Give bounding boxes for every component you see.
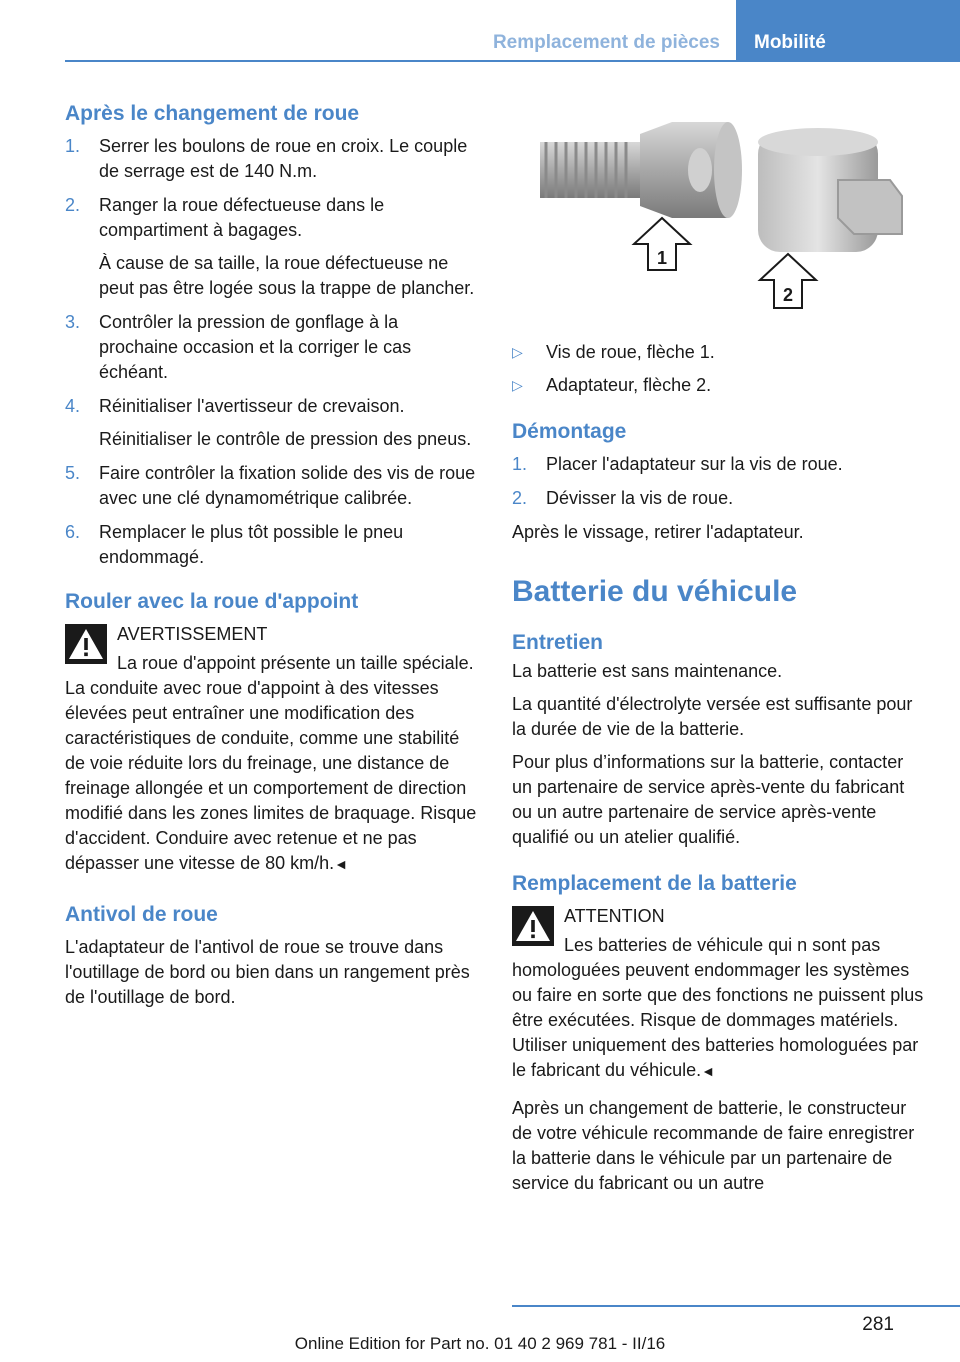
warning-block-batterie: [512, 904, 927, 1084]
step-number: 1.: [65, 136, 81, 156]
step-number: 2.: [512, 488, 528, 508]
step-note: Réinitialiser le contrôle de pression des pneus.: [99, 429, 472, 449]
step-text: Placer l'adaptateur sur la vis de roue.: [546, 454, 843, 474]
step-text: Remplacer le plus tôt possible le pneu endommagé.: [99, 522, 404, 567]
step-number: 3.: [65, 312, 81, 332]
warning-triangle-icon: [65, 624, 107, 664]
adapter-shape: [758, 128, 902, 252]
step-number: 4.: [65, 396, 81, 416]
arrow-label-2: 2: [782, 285, 794, 305]
step-number: 2.: [65, 195, 81, 215]
step-number: 6.: [65, 522, 81, 542]
list-item: [512, 486, 927, 511]
steps-apres-changement: [65, 134, 480, 570]
heading-apres-changement: Après le changement de roue: [65, 102, 360, 125]
warning-block-appoint: [65, 622, 480, 877]
heading-remplacement-batterie: Remplacement de la batterie: [512, 872, 797, 895]
entretien-p3: Pour plus d’informations sur la batterie, contacter un partenaire de service après-vente du fabricant ou un autre partenaire de service après-vente qualifié ou un atelier qualifié.: [512, 752, 905, 847]
bolt-shape: [540, 122, 742, 218]
header-section-title: Remplacement de pièces: [492, 32, 720, 53]
wheel-bolt-adapter-figure: [512, 120, 927, 320]
warning-triangle-icon: [512, 906, 554, 946]
list-item: [65, 193, 480, 301]
heading-batterie: Batterie du véhicule: [512, 575, 798, 608]
arrow-label-1: 1: [656, 248, 668, 268]
steps-demontage: [512, 452, 927, 511]
step-note: À cause de sa taille, la roue défectueuse ne peut pas être logée sous la trappe de plancher.: [99, 253, 475, 298]
footer-rule: [512, 1305, 960, 1307]
warning-title: ATTENTION: [564, 906, 665, 926]
step-text: Réinitialiser l'avertisseur de crevaison.: [99, 396, 405, 416]
antivol-text: L'adaptateur de l'antivol de roue se trouve dans l'outillage de bord ou bien dans un rangement près de l'outillage de bord.: [65, 937, 470, 1007]
heading-roue-appoint: Rouler avec la roue d'appoint: [65, 590, 359, 613]
entretien-p2: La quantité d'électrolyte versée est suffisante pour la durée de vie de la batterie.: [512, 694, 913, 739]
end-mark: ◄: [334, 856, 349, 872]
legend-text: Adaptateur, flèche 2.: [546, 375, 712, 395]
bullet-triangle-icon: ▷: [512, 377, 523, 393]
left-column: [65, 100, 480, 1018]
step-text: Faire contrôler la fixation solide des vis de roue avec une clé dynamométrique calibrée.: [99, 463, 476, 508]
list-item: [512, 452, 927, 477]
step-number: 5.: [65, 463, 81, 483]
list-item: [65, 310, 480, 385]
entretien-p1: La batterie est sans maintenance.: [512, 661, 783, 681]
list-item: [65, 461, 480, 511]
heading-demontage: Démontage: [512, 420, 627, 443]
header-rule: [65, 60, 960, 62]
step-text: Contrôler la pression de gonflage à la prochaine occasion et la corriger le cas échéant.: [99, 312, 412, 382]
list-item: [65, 134, 480, 184]
step-text: Dévisser la vis de roue.: [546, 488, 734, 508]
step-number: 1.: [512, 454, 528, 474]
list-item: [65, 394, 480, 452]
bullet-triangle-icon: ▷: [512, 344, 523, 360]
warning-text: La roue d'appoint présente un taille spéciale. La conduite avec roue d'appoint à des vitesses élevées peut entraîner une modification des caractéristiques de conduite, comme une stabilité de voie réduite lors du freinage, une distance de freinage allongée et un comportement de direction modifié dans les zones limites de braquage. Risque d'accident. Conduire avec retenue et ne pas dépasser une vitesse de 80 km/h.: [65, 653, 477, 873]
list-item: [512, 340, 927, 365]
heading-entretien: Entretien: [512, 631, 604, 654]
figure-legend: [512, 340, 927, 398]
warning-title: AVERTISSEMENT: [117, 624, 268, 644]
step-text: Ranger la roue défectueuse dans le compartiment à bagages.: [99, 195, 385, 240]
header-chapter-tab: Mobilité: [736, 0, 960, 60]
end-mark: ◄: [701, 1063, 715, 1079]
demontage-after-text: Après le vissage, retirer l'adaptateur.: [512, 522, 804, 542]
step-text: Serrer les boulons de roue en croix. Le couple de serrage est de 140 N.m.: [99, 136, 468, 181]
heading-antivol: Antivol de roue: [65, 903, 218, 926]
warning-text: Les batteries de véhicule qui n sont pas homologuées peuvent endommager les systèmes ou faire en sorte que des fonctions ne puissent plus être exécutées. Risque de dommages matériels. Utiliser uniquement des batteries homologuées par le fabricant du véhicule.: [512, 935, 924, 1080]
list-item: [65, 520, 480, 570]
remplacement-p4: Après un changement de batterie, le constructeur de votre véhicule recommande de faire enregistrer la batterie dans le véhicule par un partenaire de service du fabricant ou un autre: [512, 1098, 915, 1193]
list-item: [512, 373, 927, 398]
right-column: [512, 120, 927, 1204]
page-number: 281: [862, 1314, 894, 1335]
edition-footer: Online Edition for Part no. 01 40 2 969 781 - II/16: [294, 1334, 666, 1353]
legend-text: Vis de roue, flèche 1.: [546, 342, 715, 362]
